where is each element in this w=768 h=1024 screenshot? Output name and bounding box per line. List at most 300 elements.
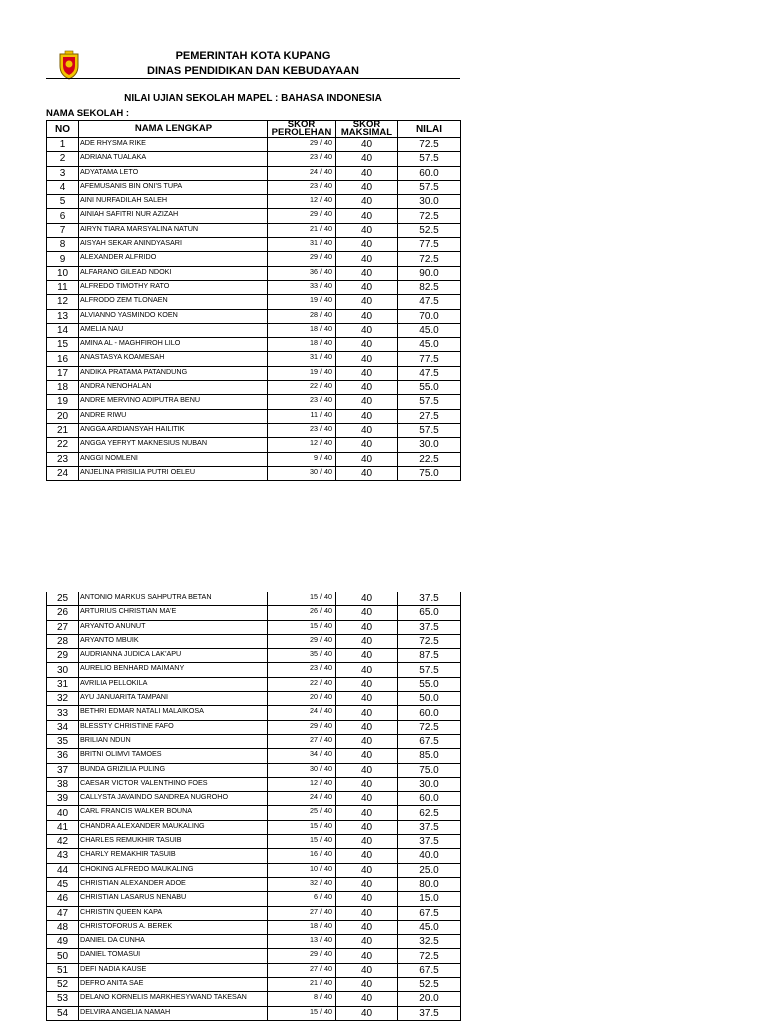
row-nilai: 87.5: [398, 649, 461, 663]
row-nilai: 62.5: [398, 806, 461, 820]
row-skor-perolehan: 20 / 40: [268, 692, 336, 706]
table-row: [47, 649, 461, 663]
row-no: 17: [47, 366, 79, 380]
row-skor-maksimal: 40: [336, 835, 398, 849]
row-no: 42: [47, 835, 79, 849]
row-name: ANDRE MERVINO ADIPUTRA BENU: [79, 395, 268, 409]
table-row: [47, 792, 461, 806]
table-row: [47, 309, 461, 323]
row-skor-maksimal: 40: [336, 863, 398, 877]
row-nilai: 57.5: [398, 395, 461, 409]
table-row: [47, 438, 461, 452]
row-skor-maksimal: 40: [336, 877, 398, 891]
row-name: ANDRE RIWU: [79, 409, 268, 423]
row-nilai: 60.0: [398, 706, 461, 720]
row-nilai: 72.5: [398, 949, 461, 963]
row-no: 19: [47, 395, 79, 409]
row-skor-perolehan: 29 / 40: [268, 209, 336, 223]
row-no: 47: [47, 906, 79, 920]
table-row: [47, 806, 461, 820]
table-row: [47, 777, 461, 791]
table-row: [47, 466, 461, 480]
row-skor-perolehan: 22 / 40: [268, 677, 336, 691]
row-nilai: 60.0: [398, 166, 461, 180]
table-row: [47, 381, 461, 395]
row-name: ALFREDO TIMOTHY RATO: [79, 280, 268, 294]
exam-title: NILAI UJIAN SEKOLAH MAPEL : BAHASA INDONESIA: [124, 93, 382, 104]
row-skor-maksimal: 40: [336, 749, 398, 763]
row-nilai: 37.5: [398, 592, 461, 606]
row-nilai: 57.5: [398, 423, 461, 437]
row-name: AMELIA NAU: [79, 323, 268, 337]
row-skor-maksimal: 40: [336, 978, 398, 992]
table-row: [47, 1006, 461, 1020]
row-name: ANASTASYA KOAMESAH: [79, 352, 268, 366]
row-no: 39: [47, 792, 79, 806]
table-row: [47, 209, 461, 223]
row-skor-perolehan: 21 / 40: [268, 223, 336, 237]
row-name: CHANDRA ALEXANDER MAUKALING: [79, 820, 268, 834]
row-skor-maksimal: 40: [336, 280, 398, 294]
row-skor-maksimal: 40: [336, 949, 398, 963]
table-row: [47, 395, 461, 409]
row-no: 7: [47, 223, 79, 237]
row-skor-maksimal: 40: [336, 352, 398, 366]
row-skor-perolehan: 29 / 40: [268, 252, 336, 266]
row-skor-perolehan: 27 / 40: [268, 963, 336, 977]
department-title: DINAS PENDIDIKAN DAN KEBUDAYAAN: [147, 65, 359, 77]
row-skor-perolehan: 18 / 40: [268, 338, 336, 352]
row-name: ALEXANDER ALFRIDO: [79, 252, 268, 266]
row-skor-perolehan: 13 / 40: [268, 935, 336, 949]
row-no: 1: [47, 138, 79, 152]
row-name: DANIEL TOMASUI: [79, 949, 268, 963]
row-skor-maksimal: 40: [336, 381, 398, 395]
row-skor-perolehan: 30 / 40: [268, 763, 336, 777]
row-nilai: 55.0: [398, 381, 461, 395]
row-name: CAESAR VICTOR VALENTHINO FOES: [79, 777, 268, 791]
row-no: 48: [47, 920, 79, 934]
row-skor-perolehan: 23 / 40: [268, 152, 336, 166]
row-name: ARYANTO ANUNUT: [79, 620, 268, 634]
table-row: [47, 935, 461, 949]
row-skor-perolehan: 35 / 40: [268, 649, 336, 663]
row-no: 3: [47, 166, 79, 180]
table-row: [47, 863, 461, 877]
row-no: 46: [47, 892, 79, 906]
row-skor-perolehan: 31 / 40: [268, 238, 336, 252]
row-no: 38: [47, 777, 79, 791]
row-skor-maksimal: 40: [336, 592, 398, 606]
row-skor-perolehan: 33 / 40: [268, 280, 336, 294]
row-skor-perolehan: 15 / 40: [268, 820, 336, 834]
row-no: 9: [47, 252, 79, 266]
row-name: DEFI NADIA KAUSE: [79, 963, 268, 977]
row-skor-perolehan: 23 / 40: [268, 395, 336, 409]
row-nilai: 30.0: [398, 195, 461, 209]
row-nilai: 37.5: [398, 620, 461, 634]
row-no: 34: [47, 720, 79, 734]
row-nilai: 47.5: [398, 366, 461, 380]
row-skor-maksimal: 40: [336, 452, 398, 466]
row-name: AVRILIA PELLOKILA: [79, 677, 268, 691]
row-skor-maksimal: 40: [336, 820, 398, 834]
row-name: BETHRI EDMAR NATALI MALAIKOSA: [79, 706, 268, 720]
row-skor-maksimal: 40: [336, 238, 398, 252]
row-no: 6: [47, 209, 79, 223]
row-name: ADYATAMA LETO: [79, 166, 268, 180]
row-nilai: 72.5: [398, 720, 461, 734]
table-row: [47, 734, 461, 748]
row-name: CALLYSTA JAVAINDO SANDREA NUGROHO: [79, 792, 268, 806]
row-skor-perolehan: 12 / 40: [268, 438, 336, 452]
row-nilai: 75.0: [398, 763, 461, 777]
row-name: DEFRO ANITA SAE: [79, 978, 268, 992]
table-row: [47, 366, 461, 380]
table-row: [47, 720, 461, 734]
row-name: AFEMUSANIS BIN ONI'S TUPA: [79, 180, 268, 194]
row-nilai: 47.5: [398, 295, 461, 309]
row-name: DELANO KORNELIS MARKHESYWAND TAKESAN: [79, 992, 268, 1006]
row-nilai: 67.5: [398, 906, 461, 920]
row-name: ANJELINA PRISILIA PUTRI OELEU: [79, 466, 268, 480]
row-nilai: 75.0: [398, 466, 461, 480]
table-row: [47, 606, 461, 620]
row-name: ALVIANNO YASMINDO KOEN: [79, 309, 268, 323]
row-skor-perolehan: 24 / 40: [268, 166, 336, 180]
row-name: BUNDA GRIZILIA PULING: [79, 763, 268, 777]
row-name: AURELIO BENHARD MAIMANY: [79, 663, 268, 677]
row-skor-maksimal: 40: [336, 692, 398, 706]
row-no: 54: [47, 1006, 79, 1020]
row-no: 21: [47, 423, 79, 437]
row-no: 8: [47, 238, 79, 252]
row-name: ALFARANO GILEAD NDOKI: [79, 266, 268, 280]
row-skor-perolehan: 19 / 40: [268, 366, 336, 380]
row-skor-perolehan: 29 / 40: [268, 634, 336, 648]
row-name: CHRISTIAN LASARUS NENABU: [79, 892, 268, 906]
row-no: 23: [47, 452, 79, 466]
row-skor-maksimal: 40: [336, 195, 398, 209]
table-row: [47, 409, 461, 423]
row-no: 4: [47, 180, 79, 194]
row-skor-maksimal: 40: [336, 180, 398, 194]
row-name: CHOKING ALFREDO MAUKALING: [79, 863, 268, 877]
row-no: 32: [47, 692, 79, 706]
row-skor-perolehan: 23 / 40: [268, 423, 336, 437]
row-nilai: 80.0: [398, 877, 461, 891]
row-no: 53: [47, 992, 79, 1006]
row-nilai: 50.0: [398, 692, 461, 706]
table-row: [47, 978, 461, 992]
score-table-part-1: [46, 120, 461, 481]
table-row: [47, 820, 461, 834]
table-row: [47, 992, 461, 1006]
row-no: 30: [47, 663, 79, 677]
row-no: 16: [47, 352, 79, 366]
row-skor-perolehan: 12 / 40: [268, 195, 336, 209]
row-skor-maksimal: 40: [336, 438, 398, 452]
row-skor-maksimal: 40: [336, 806, 398, 820]
row-skor-maksimal: 40: [336, 338, 398, 352]
row-skor-perolehan: 10 / 40: [268, 863, 336, 877]
row-nilai: 57.5: [398, 663, 461, 677]
row-name: ANGGI NOMLENI: [79, 452, 268, 466]
row-skor-maksimal: 40: [336, 252, 398, 266]
row-name: ANDRA NENOHALAN: [79, 381, 268, 395]
row-skor-maksimal: 40: [336, 935, 398, 949]
row-no: 26: [47, 606, 79, 620]
row-name: AUDRIANNA JUDICA LAK'APU: [79, 649, 268, 663]
row-skor-maksimal: 40: [336, 1006, 398, 1020]
row-name: CHRISTIAN ALEXANDER ADOE: [79, 877, 268, 891]
row-skor-perolehan: 24 / 40: [268, 792, 336, 806]
table-row: [47, 338, 461, 352]
row-nilai: 40.0: [398, 849, 461, 863]
row-no: 2: [47, 152, 79, 166]
row-no: 25: [47, 592, 79, 606]
row-skor-maksimal: 40: [336, 649, 398, 663]
row-skor-perolehan: 9 / 40: [268, 452, 336, 466]
row-no: 31: [47, 677, 79, 691]
row-no: 35: [47, 734, 79, 748]
row-skor-perolehan: 19 / 40: [268, 295, 336, 309]
row-nilai: 37.5: [398, 820, 461, 834]
row-skor-perolehan: 30 / 40: [268, 466, 336, 480]
row-no: 44: [47, 863, 79, 877]
table-row: [47, 877, 461, 891]
row-name: BLESSTY CHRISTINE FAFO: [79, 720, 268, 734]
row-skor-maksimal: 40: [336, 606, 398, 620]
row-skor-maksimal: 40: [336, 777, 398, 791]
row-no: 14: [47, 323, 79, 337]
row-skor-maksimal: 40: [336, 706, 398, 720]
row-skor-maksimal: 40: [336, 466, 398, 480]
row-skor-maksimal: 40: [336, 295, 398, 309]
row-nilai: 72.5: [398, 252, 461, 266]
row-skor-maksimal: 40: [336, 963, 398, 977]
row-nilai: 22.5: [398, 452, 461, 466]
row-skor-maksimal: 40: [336, 166, 398, 180]
row-name: AINIAH SAFITRI NUR AZIZAH: [79, 209, 268, 223]
row-name: ANGGA YEFRYT MAKNESIUS NUBAN: [79, 438, 268, 452]
row-skor-perolehan: 29 / 40: [268, 720, 336, 734]
row-skor-perolehan: 27 / 40: [268, 734, 336, 748]
row-nilai: 45.0: [398, 323, 461, 337]
row-skor-maksimal: 40: [336, 992, 398, 1006]
row-skor-perolehan: 25 / 40: [268, 806, 336, 820]
row-nilai: 67.5: [398, 734, 461, 748]
row-nilai: 15.0: [398, 892, 461, 906]
col-no-header: NO: [47, 121, 79, 138]
row-no: 43: [47, 849, 79, 863]
row-skor-perolehan: 24 / 40: [268, 706, 336, 720]
row-name: CHARLES REMUKHIR TASUIB: [79, 835, 268, 849]
row-no: 41: [47, 820, 79, 834]
row-skor-perolehan: 18 / 40: [268, 323, 336, 337]
table-row: [47, 835, 461, 849]
row-name: AYU JANUARITA TAMPANI: [79, 692, 268, 706]
col-skor-header: SKOR PEROLEHAN: [268, 121, 336, 138]
row-skor-perolehan: 23 / 40: [268, 663, 336, 677]
table-row: [47, 252, 461, 266]
row-skor-maksimal: 40: [336, 266, 398, 280]
row-skor-maksimal: 40: [336, 395, 398, 409]
row-nilai: 52.5: [398, 978, 461, 992]
row-skor-perolehan: 27 / 40: [268, 906, 336, 920]
row-nilai: 37.5: [398, 1006, 461, 1020]
row-nilai: 77.5: [398, 352, 461, 366]
row-nilai: 27.5: [398, 409, 461, 423]
school-name-label: NAMA SEKOLAH :: [46, 108, 130, 119]
table-row: [47, 677, 461, 691]
row-skor-perolehan: 18 / 40: [268, 920, 336, 934]
row-skor-maksimal: 40: [336, 849, 398, 863]
row-skor-perolehan: 29 / 40: [268, 949, 336, 963]
row-skor-maksimal: 40: [336, 906, 398, 920]
row-skor-maksimal: 40: [336, 423, 398, 437]
row-no: 15: [47, 338, 79, 352]
table-row: [47, 180, 461, 194]
row-skor-perolehan: 12 / 40: [268, 777, 336, 791]
row-no: 40: [47, 806, 79, 820]
row-nilai: 82.5: [398, 280, 461, 294]
row-name: ADRIANA TUALAKA: [79, 152, 268, 166]
row-no: 33: [47, 706, 79, 720]
row-skor-maksimal: 40: [336, 720, 398, 734]
row-skor-maksimal: 40: [336, 323, 398, 337]
row-name: CHARLY REMAKHIR TASUIB: [79, 849, 268, 863]
row-skor-perolehan: 31 / 40: [268, 352, 336, 366]
row-skor-perolehan: 6 / 40: [268, 892, 336, 906]
row-no: 12: [47, 295, 79, 309]
row-nilai: 57.5: [398, 152, 461, 166]
row-name: ALFRODO ZEM TLONAEN: [79, 295, 268, 309]
row-name: ADE RHYSMA RIKE: [79, 138, 268, 152]
table-row: [47, 663, 461, 677]
table-row: [47, 238, 461, 252]
table-row: [47, 295, 461, 309]
row-name: ANGGA ARDIANSYAH HAILITIK: [79, 423, 268, 437]
table-row: [47, 352, 461, 366]
row-nilai: 32.5: [398, 935, 461, 949]
col-max-header: SKOR MAKSIMAL: [336, 121, 398, 138]
row-skor-maksimal: 40: [336, 152, 398, 166]
table-row: [47, 266, 461, 280]
row-no: 10: [47, 266, 79, 280]
row-skor-maksimal: 40: [336, 792, 398, 806]
row-no: 36: [47, 749, 79, 763]
row-skor-perolehan: 36 / 40: [268, 266, 336, 280]
row-no: 5: [47, 195, 79, 209]
row-skor-perolehan: 26 / 40: [268, 606, 336, 620]
table-row: [47, 906, 461, 920]
row-nilai: 72.5: [398, 138, 461, 152]
row-skor-maksimal: 40: [336, 734, 398, 748]
row-no: 18: [47, 381, 79, 395]
row-nilai: 67.5: [398, 963, 461, 977]
row-skor-maksimal: 40: [336, 366, 398, 380]
row-skor-maksimal: 40: [336, 892, 398, 906]
row-nilai: 55.0: [398, 677, 461, 691]
row-skor-perolehan: 34 / 40: [268, 749, 336, 763]
row-skor-maksimal: 40: [336, 920, 398, 934]
row-skor-perolehan: 28 / 40: [268, 309, 336, 323]
row-skor-maksimal: 40: [336, 763, 398, 777]
row-skor-maksimal: 40: [336, 309, 398, 323]
row-skor-maksimal: 40: [336, 138, 398, 152]
table-row: [47, 892, 461, 906]
row-name: AISYAH SEKAR ANINDYASARI: [79, 238, 268, 252]
col-name-header: NAMA LENGKAP: [79, 121, 268, 138]
row-nilai: 85.0: [398, 749, 461, 763]
table-row: [47, 949, 461, 963]
row-nilai: 70.0: [398, 309, 461, 323]
row-name: DANIEL DA CUNHA: [79, 935, 268, 949]
row-skor-perolehan: 32 / 40: [268, 877, 336, 891]
row-name: DELVIRA ANGELIA NAMAH: [79, 1006, 268, 1020]
row-skor-perolehan: 11 / 40: [268, 409, 336, 423]
row-skor-perolehan: 23 / 40: [268, 180, 336, 194]
col-nilai-header: NILAI: [398, 121, 461, 138]
row-no: 52: [47, 978, 79, 992]
row-no: 28: [47, 634, 79, 648]
row-nilai: 90.0: [398, 266, 461, 280]
row-name: ARYANTO MBUIK: [79, 634, 268, 648]
table-row: [47, 452, 461, 466]
row-no: 50: [47, 949, 79, 963]
table-row: [47, 280, 461, 294]
row-skor-maksimal: 40: [336, 223, 398, 237]
table-row: [47, 692, 461, 706]
table-row: [47, 223, 461, 237]
table-row: [47, 634, 461, 648]
table-row: [47, 920, 461, 934]
table-row: [47, 849, 461, 863]
government-title: PEMERINTAH KOTA KUPANG: [175, 50, 331, 62]
row-no: 22: [47, 438, 79, 452]
table-row: [47, 706, 461, 720]
table-row: [47, 423, 461, 437]
row-name: BRILIAN NDUN: [79, 734, 268, 748]
table-row: [47, 620, 461, 634]
row-name: ANDIKA PRATAMA PATANDUNG: [79, 366, 268, 380]
row-no: 45: [47, 877, 79, 891]
row-nilai: 77.5: [398, 238, 461, 252]
row-nilai: 30.0: [398, 777, 461, 791]
table-row: [47, 166, 461, 180]
row-nilai: 52.5: [398, 223, 461, 237]
row-name: CHRISTOFORUS A. BEREK: [79, 920, 268, 934]
row-skor-perolehan: 8 / 40: [268, 992, 336, 1006]
row-nilai: 30.0: [398, 438, 461, 452]
row-no: 29: [47, 649, 79, 663]
row-name: AIRYN TIARA MARSYALINA NATUN: [79, 223, 268, 237]
row-skor-maksimal: 40: [336, 209, 398, 223]
row-nilai: 72.5: [398, 209, 461, 223]
row-skor-maksimal: 40: [336, 677, 398, 691]
row-no: 20: [47, 409, 79, 423]
row-skor-perolehan: 21 / 40: [268, 978, 336, 992]
row-nilai: 60.0: [398, 792, 461, 806]
table-row: [47, 138, 461, 152]
row-name: AINI NURFADILAH SALEH: [79, 195, 268, 209]
document-header: [46, 48, 460, 78]
row-skor-maksimal: 40: [336, 634, 398, 648]
row-skor-perolehan: 29 / 40: [268, 138, 336, 152]
score-table-part-2: [46, 592, 461, 1021]
row-no: 49: [47, 935, 79, 949]
